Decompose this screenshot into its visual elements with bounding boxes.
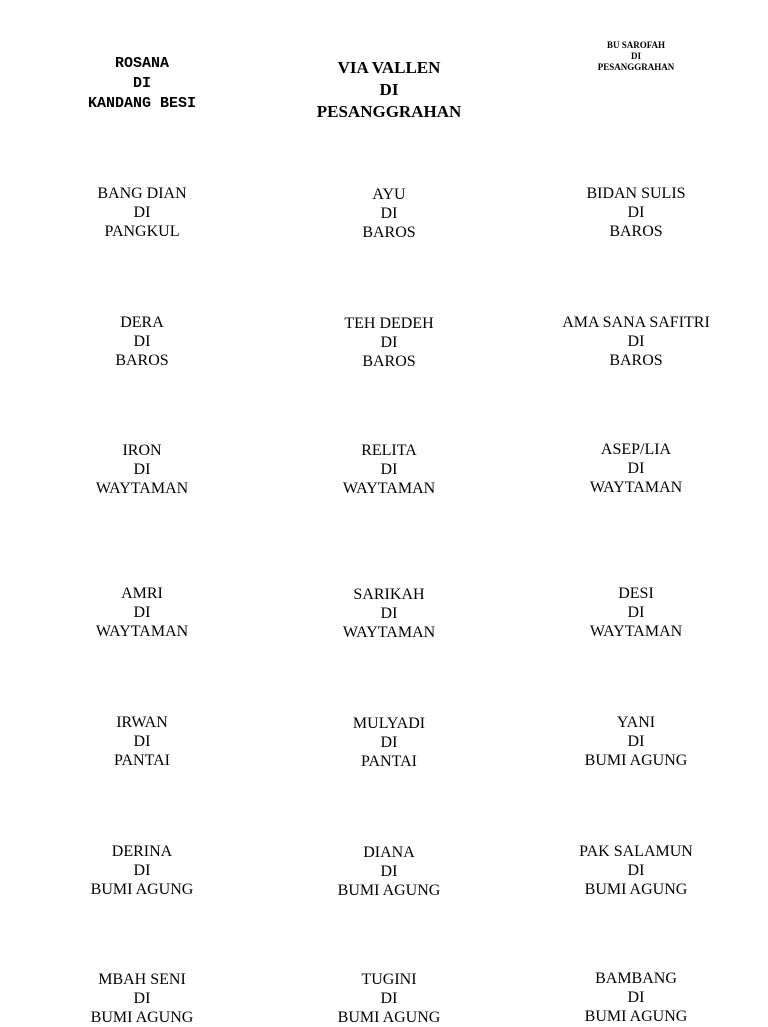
label-place: BUMI AGUNG: [584, 1008, 688, 1025]
label-pak-salamun: [579, 842, 693, 899]
label-place: BUMI AGUNG: [90, 1009, 194, 1026]
label-name: AYU: [372, 186, 406, 203]
label-name: TEH DEDEH: [344, 315, 434, 332]
label-di: DI: [380, 334, 398, 351]
label-place: BUMI AGUNG: [584, 752, 688, 769]
label-di: DI: [133, 461, 151, 478]
label-place: BUMI AGUNG: [584, 881, 688, 898]
label-mbah-seni: [91, 970, 194, 1027]
label-sarikah: [343, 585, 435, 642]
label-di: DI: [379, 80, 399, 99]
label-di: DI: [133, 990, 151, 1007]
label-amri: [96, 584, 188, 641]
label-yani: [585, 713, 688, 770]
label-name: BIDAN SULIS: [586, 185, 686, 202]
label-di: DI: [627, 733, 645, 750]
label-di: DI: [132, 75, 151, 92]
label-place: PANTAI: [361, 753, 417, 770]
label-diana: [338, 843, 441, 900]
label-iron: [96, 441, 188, 498]
label-place: BUMI AGUNG: [337, 882, 441, 899]
label-place: BAROS: [362, 353, 416, 370]
label-bidan-sulis: [586, 184, 685, 241]
label-dera: [115, 313, 168, 370]
label-di: DI: [627, 333, 645, 350]
label-name: AMA SANA SAFITRI: [562, 314, 710, 331]
label-irwan: [114, 713, 170, 770]
label-di: DI: [133, 862, 151, 879]
label-place: BAROS: [609, 223, 663, 240]
label-derina: [91, 842, 194, 899]
label-desi: [590, 584, 682, 641]
label-name: MULYADI: [352, 715, 426, 732]
label-place: BAROS: [362, 224, 416, 241]
label-place: PANGKUL: [104, 223, 180, 240]
label-name: AMRI: [121, 585, 163, 602]
label-relita: [343, 441, 435, 498]
label-place: PANTAI: [114, 752, 170, 769]
label-place: PESANGGRAHAN: [316, 102, 462, 121]
label-place: WAYTAMAN: [589, 623, 683, 640]
label-teh-dedeh: [344, 314, 433, 371]
label-di: DI: [627, 460, 645, 477]
label-place: KANDANG BESI: [87, 95, 197, 112]
label-place: BAROS: [609, 352, 663, 369]
label-di: DI: [133, 733, 151, 750]
label-name: IRON: [122, 442, 162, 459]
label-place: PESANGGRAHAN: [597, 62, 675, 72]
label-name: MBAH SENI: [98, 971, 186, 988]
label-name: ASEP/LIA: [600, 441, 672, 458]
label-place: WAYTAMAN: [95, 480, 189, 497]
label-name: YANI: [616, 714, 656, 731]
label-di: DI: [627, 604, 645, 621]
label-di: DI: [627, 862, 645, 879]
label-di: DI: [380, 461, 398, 478]
label-di: DI: [380, 605, 398, 622]
label-name: DERA: [120, 314, 164, 331]
label-di: DI: [380, 863, 398, 880]
label-di: DI: [380, 734, 398, 751]
label-name: BANG DIAN: [97, 185, 187, 202]
label-di: DI: [380, 990, 398, 1007]
label-name: RELITA: [361, 442, 417, 459]
label-name: DERINA: [111, 843, 173, 860]
label-bu-sarofah: [598, 40, 675, 73]
label-bambang: [585, 969, 688, 1026]
label-rosana: [88, 54, 196, 114]
label-name: DESI: [618, 585, 654, 602]
label-di: DI: [133, 604, 151, 621]
label-bang-dian: [97, 184, 186, 241]
label-di: DI: [630, 51, 642, 61]
label-name: IRWAN: [116, 714, 168, 731]
label-place: WAYTAMAN: [342, 624, 436, 641]
label-di: DI: [133, 333, 151, 350]
label-place: BAROS: [115, 352, 169, 369]
label-di: DI: [627, 989, 645, 1006]
label-mulyadi: [353, 714, 425, 771]
label-di: DI: [380, 205, 398, 222]
label-di: DI: [133, 204, 151, 221]
label-di: DI: [627, 204, 645, 221]
label-via-vallen: [317, 57, 462, 123]
label-place: BUMI AGUNG: [337, 1009, 441, 1026]
label-name: SARIKAH: [353, 586, 425, 603]
label-name: BAMBANG: [595, 970, 677, 987]
label-ama-sana-safitri: [562, 313, 710, 370]
label-place: WAYTAMAN: [95, 623, 189, 640]
label-ayu: [362, 185, 415, 242]
label-tugini: [338, 970, 441, 1027]
label-name: ROSANA: [114, 55, 169, 72]
label-place: BUMI AGUNG: [90, 881, 194, 898]
label-name: TUGINI: [361, 971, 417, 988]
label-asep-lia: [590, 440, 682, 497]
label-name: DIANA: [363, 844, 415, 861]
label-name: VIA VALLEN: [337, 58, 441, 77]
label-name: PAK SALAMUN: [579, 843, 693, 860]
label-name: BU SAROFAH: [606, 40, 666, 50]
label-place: WAYTAMAN: [589, 479, 683, 496]
label-place: WAYTAMAN: [342, 480, 436, 497]
